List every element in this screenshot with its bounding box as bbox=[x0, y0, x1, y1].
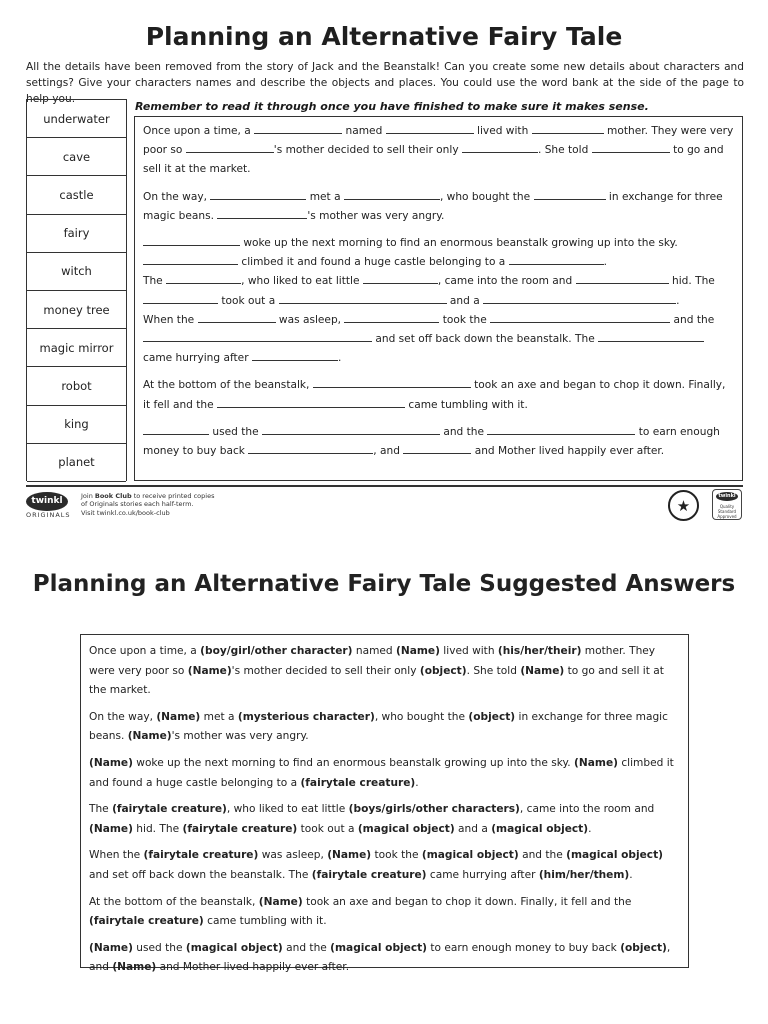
word-bank-item: cave bbox=[27, 138, 126, 176]
answer-blank[interactable] bbox=[143, 253, 238, 265]
answer-placeholder: (object) bbox=[468, 710, 516, 723]
story-text: . She told bbox=[537, 144, 592, 157]
word-bank-item: underwater bbox=[27, 100, 126, 138]
answer-placeholder: (object) bbox=[419, 664, 467, 677]
answer-blank[interactable] bbox=[198, 311, 276, 323]
intro-text: All the details have been removed from the story of Jack and the Beanstalk! Can you create some new details about characters and settings? Give your characters names and describe the objects and places. You could use the word bank at the side of the page to help you. bbox=[26, 61, 744, 105]
story-paragraph bbox=[143, 272, 734, 310]
story-text: , came into the room and bbox=[437, 275, 576, 288]
story-paragraph bbox=[143, 376, 734, 414]
answer-text: took an axe and began to chop it down. Finally, it fell and the bbox=[302, 895, 632, 908]
answer-placeholder: (boy/girl/other character) bbox=[200, 645, 353, 657]
story-text: woke up the next morning to find an enormous beanstalk growing up into the sky. bbox=[240, 237, 678, 250]
footer-link: Visit twinkl.co.uk/book-club bbox=[81, 508, 170, 517]
answer-blank[interactable] bbox=[186, 141, 274, 153]
answer-blank[interactable] bbox=[143, 330, 372, 342]
remember-note: Remember to read it through once you have finished to make sure it makes sense. bbox=[135, 100, 649, 113]
story-text: . bbox=[337, 352, 342, 365]
story-text: was asleep, bbox=[275, 313, 345, 326]
answer-text: used the bbox=[132, 941, 186, 954]
twinkl-originals-logo bbox=[26, 492, 71, 520]
answer-blank[interactable] bbox=[363, 272, 438, 284]
answer-text: and the bbox=[518, 849, 567, 862]
answer-blank[interactable] bbox=[462, 141, 538, 153]
answer-paragraph bbox=[89, 642, 681, 701]
answer-blank[interactable] bbox=[509, 253, 604, 265]
answer-text: to earn enough money to buy back bbox=[427, 941, 621, 954]
answer-blank[interactable] bbox=[210, 188, 306, 200]
answer-placeholder: (Name) bbox=[89, 756, 133, 769]
answer-blank[interactable] bbox=[598, 330, 704, 342]
answer-text: took the bbox=[371, 849, 422, 862]
answer-text: and the bbox=[282, 941, 331, 954]
answer-blank[interactable] bbox=[254, 122, 342, 134]
story-text: met a bbox=[306, 190, 344, 203]
answer-text: climbed it and found a huge castle belonging to a bbox=[89, 756, 674, 789]
answer-blank[interactable] bbox=[576, 272, 669, 284]
answer-text: On the way, bbox=[89, 710, 157, 723]
word-bank-item: magic mirror bbox=[27, 329, 126, 367]
answer-text: to go and sell it at the market. bbox=[89, 664, 664, 697]
answer-placeholder: (Name) bbox=[127, 730, 172, 743]
footer-line1-pre: Join bbox=[81, 492, 95, 500]
answer-placeholder: (him/her/them) bbox=[538, 868, 630, 881]
story-text: , who liked to eat little bbox=[241, 275, 363, 288]
answer-text: came tumbling with it. bbox=[203, 915, 327, 928]
answer-placeholder: (Name) bbox=[156, 710, 201, 723]
answer-text: When the bbox=[89, 849, 144, 862]
word-bank-item: fairy bbox=[27, 215, 126, 253]
answer-paragraph bbox=[89, 893, 681, 932]
answer-placeholder: (magical object) bbox=[330, 941, 428, 954]
answer-blank[interactable] bbox=[166, 272, 241, 284]
word-bank bbox=[26, 99, 127, 481]
answer-blank[interactable] bbox=[483, 292, 676, 304]
story-text: to earn enough money to buy back bbox=[143, 425, 720, 458]
answer-text: . She told bbox=[466, 664, 521, 677]
answer-text: , who bought the bbox=[374, 710, 469, 723]
answer-text: , and bbox=[89, 941, 671, 974]
answer-text: woke up the next morning to find an enormous beanstalk growing up into the sky. bbox=[132, 756, 575, 769]
book-club-note bbox=[81, 492, 214, 517]
story-text: to go and sell it at the market. bbox=[143, 144, 724, 176]
story-text: On the way, bbox=[143, 190, 211, 203]
answer-blank[interactable] bbox=[534, 188, 606, 200]
answer-blank[interactable] bbox=[217, 396, 405, 408]
answer-blank[interactable] bbox=[403, 442, 471, 454]
answer-text: . bbox=[629, 868, 633, 881]
answer-blank[interactable] bbox=[386, 122, 474, 134]
answer-paragraph bbox=[89, 846, 681, 885]
answer-text: and Mother lived happily ever after. bbox=[156, 961, 350, 974]
answer-blank[interactable] bbox=[143, 292, 218, 304]
answer-placeholder: (magical object) bbox=[421, 849, 519, 862]
story-text: took out a bbox=[218, 294, 279, 307]
answers-title-bold: Suggested Answers bbox=[479, 571, 736, 597]
answer-text: and a bbox=[454, 822, 492, 835]
story-text: hid. The bbox=[668, 275, 715, 288]
story-text: named bbox=[342, 125, 386, 137]
answer-blank[interactable] bbox=[490, 311, 670, 323]
story-text: and set off back down the beanstalk. The bbox=[372, 333, 599, 346]
footer-line2: of Originals stories each half-term. bbox=[81, 500, 194, 509]
answer-blank[interactable] bbox=[217, 207, 307, 219]
story-paragraph bbox=[143, 188, 734, 226]
answer-blank[interactable] bbox=[592, 141, 670, 153]
story-text: used the bbox=[209, 425, 262, 438]
twinkl-logo-icon: twinkl bbox=[26, 492, 68, 511]
story-text: mother. They were very poor so bbox=[143, 125, 734, 157]
answer-text: in exchange for three magic beans. bbox=[89, 710, 668, 743]
answer-placeholder: (Name) bbox=[187, 664, 232, 677]
answer-text: lived with bbox=[439, 645, 498, 657]
answer-placeholder: (Name) bbox=[89, 822, 133, 835]
story-text: , who bought the bbox=[439, 190, 534, 203]
answer-blank[interactable] bbox=[487, 423, 635, 435]
answer-blank[interactable] bbox=[279, 292, 447, 304]
footer-line1-post: to receive printed copies bbox=[131, 492, 215, 500]
answer-blank[interactable] bbox=[143, 423, 209, 435]
answer-placeholder: (Name) bbox=[574, 756, 618, 769]
answer-placeholder: (Name) bbox=[520, 664, 565, 677]
word-bank-item: castle bbox=[27, 176, 126, 214]
answer-paragraph bbox=[89, 708, 681, 747]
answer-text: The bbox=[89, 803, 113, 816]
word-bank-item: money tree bbox=[27, 291, 126, 329]
answer-text: took out a bbox=[297, 822, 358, 835]
answer-text: met a bbox=[200, 710, 238, 723]
answer-blank[interactable] bbox=[248, 442, 373, 454]
answer-placeholder: (Name) bbox=[89, 941, 133, 954]
badge-text: Quality Standard Approved bbox=[717, 504, 737, 519]
story-text: and the bbox=[670, 313, 715, 326]
answer-placeholder: (fairytale creature) bbox=[143, 849, 259, 862]
answer-blank[interactable] bbox=[252, 349, 338, 361]
answer-text: 's mother was very angry. bbox=[171, 730, 309, 743]
story-paragraph bbox=[143, 423, 734, 461]
story-text: Once upon a time, a bbox=[143, 125, 255, 137]
story-text: . bbox=[603, 256, 608, 269]
word-bank-item: king bbox=[27, 406, 126, 444]
answer-placeholder: (object) bbox=[620, 941, 667, 954]
word-bank-item: witch bbox=[27, 253, 126, 291]
story-text: When the bbox=[143, 313, 198, 326]
answer-text: was asleep, bbox=[258, 849, 328, 862]
answer-placeholder: (his/her/their) bbox=[497, 645, 582, 657]
answer-placeholder: (boys/girls/other characters) bbox=[348, 803, 520, 816]
answer-placeholder: (Name) bbox=[258, 895, 303, 908]
answer-text: . bbox=[588, 822, 592, 835]
answer-text: Once upon a time, a bbox=[89, 645, 201, 657]
answer-text: mother. They were very poor so bbox=[89, 645, 656, 677]
story-text: 's mother decided to sell their only bbox=[273, 144, 462, 157]
answer-placeholder: (mysterious character) bbox=[237, 710, 375, 723]
story-text: came tumbling with it. bbox=[405, 398, 528, 411]
story-template bbox=[134, 116, 743, 481]
answer-blank[interactable] bbox=[143, 234, 240, 246]
story-text: took the bbox=[439, 313, 491, 326]
answer-placeholder: (fairytale creature) bbox=[182, 822, 298, 835]
answer-blank[interactable] bbox=[532, 122, 604, 134]
story-text: 's mother was very angry. bbox=[307, 209, 445, 222]
quality-badge-icon bbox=[712, 489, 742, 520]
answer-text: 's mother decided to sell their only bbox=[231, 664, 420, 677]
answer-placeholder: (magical object) bbox=[185, 941, 283, 954]
story-text: and a bbox=[446, 294, 484, 307]
answer-text: and set off back down the beanstalk. The bbox=[89, 868, 312, 881]
story-text: lived with bbox=[473, 125, 532, 137]
answer-blank[interactable] bbox=[262, 423, 440, 435]
answers-title bbox=[0, 571, 768, 597]
story-paragraph bbox=[143, 234, 734, 272]
answer-placeholder: (fairytale creature) bbox=[112, 803, 227, 816]
word-bank-item: robot bbox=[27, 367, 126, 405]
story-text: took an axe and began to chop it down. Finally, it fell and the bbox=[143, 379, 726, 411]
footer-divider bbox=[26, 485, 743, 487]
answer-placeholder: (magical object) bbox=[491, 822, 589, 835]
answer-text: , came into the room and bbox=[519, 803, 655, 816]
story-text: The bbox=[143, 275, 167, 288]
answer-placeholder: (magical object) bbox=[566, 849, 663, 862]
star-icon: ★ bbox=[668, 490, 699, 521]
answer-placeholder: (fairytale creature) bbox=[300, 776, 416, 789]
answer-placeholder: (fairytale creature) bbox=[89, 915, 204, 928]
story-text: At the bottom of the beanstalk, bbox=[143, 379, 313, 392]
answer-text: hid. The bbox=[132, 822, 183, 835]
badge-logo: twinkl bbox=[716, 492, 738, 501]
answer-placeholder: (magical object) bbox=[357, 822, 455, 835]
page-title: Planning an Alternative Fairy Tale bbox=[145, 22, 623, 51]
logo-subtitle: ORIGINALS bbox=[26, 511, 71, 519]
answer-text: , who liked to eat little bbox=[226, 803, 349, 816]
story-text: and Mother lived happily ever after. bbox=[471, 445, 665, 458]
answers-title-regular: Planning an Alternative Fairy Tale bbox=[32, 571, 480, 597]
answer-placeholder: (Name) bbox=[112, 961, 157, 974]
answer-paragraph bbox=[89, 939, 681, 978]
footer-book-club: Book Club bbox=[94, 492, 132, 500]
story-text: climbed it and found a huge castle belonging to a bbox=[238, 256, 509, 269]
answer-placeholder: (Name) bbox=[396, 645, 440, 657]
story-text: came hurrying after bbox=[143, 352, 252, 365]
answer-paragraph bbox=[89, 754, 681, 793]
answer-text: named bbox=[352, 645, 397, 657]
answer-blank[interactable] bbox=[313, 376, 471, 388]
story-text: . bbox=[676, 294, 680, 307]
story-paragraph bbox=[143, 311, 734, 369]
answer-text: . bbox=[415, 776, 419, 789]
answer-placeholder: (Name) bbox=[327, 849, 372, 862]
story-text: and the bbox=[439, 425, 488, 438]
word-bank-item: planet bbox=[27, 444, 126, 482]
answer-text: At the bottom of the beanstalk, bbox=[89, 895, 259, 908]
answer-text: came hurrying after bbox=[426, 868, 539, 881]
story-paragraph bbox=[143, 122, 734, 180]
story-text: , and bbox=[373, 445, 404, 458]
answer-paragraph bbox=[89, 800, 681, 839]
answer-blank[interactable] bbox=[344, 188, 440, 200]
suggested-answers bbox=[80, 634, 689, 974]
answer-blank[interactable] bbox=[344, 311, 439, 323]
story-text: in exchange for three magic beans. bbox=[143, 190, 723, 222]
answer-placeholder: (fairytale creature) bbox=[311, 868, 427, 881]
